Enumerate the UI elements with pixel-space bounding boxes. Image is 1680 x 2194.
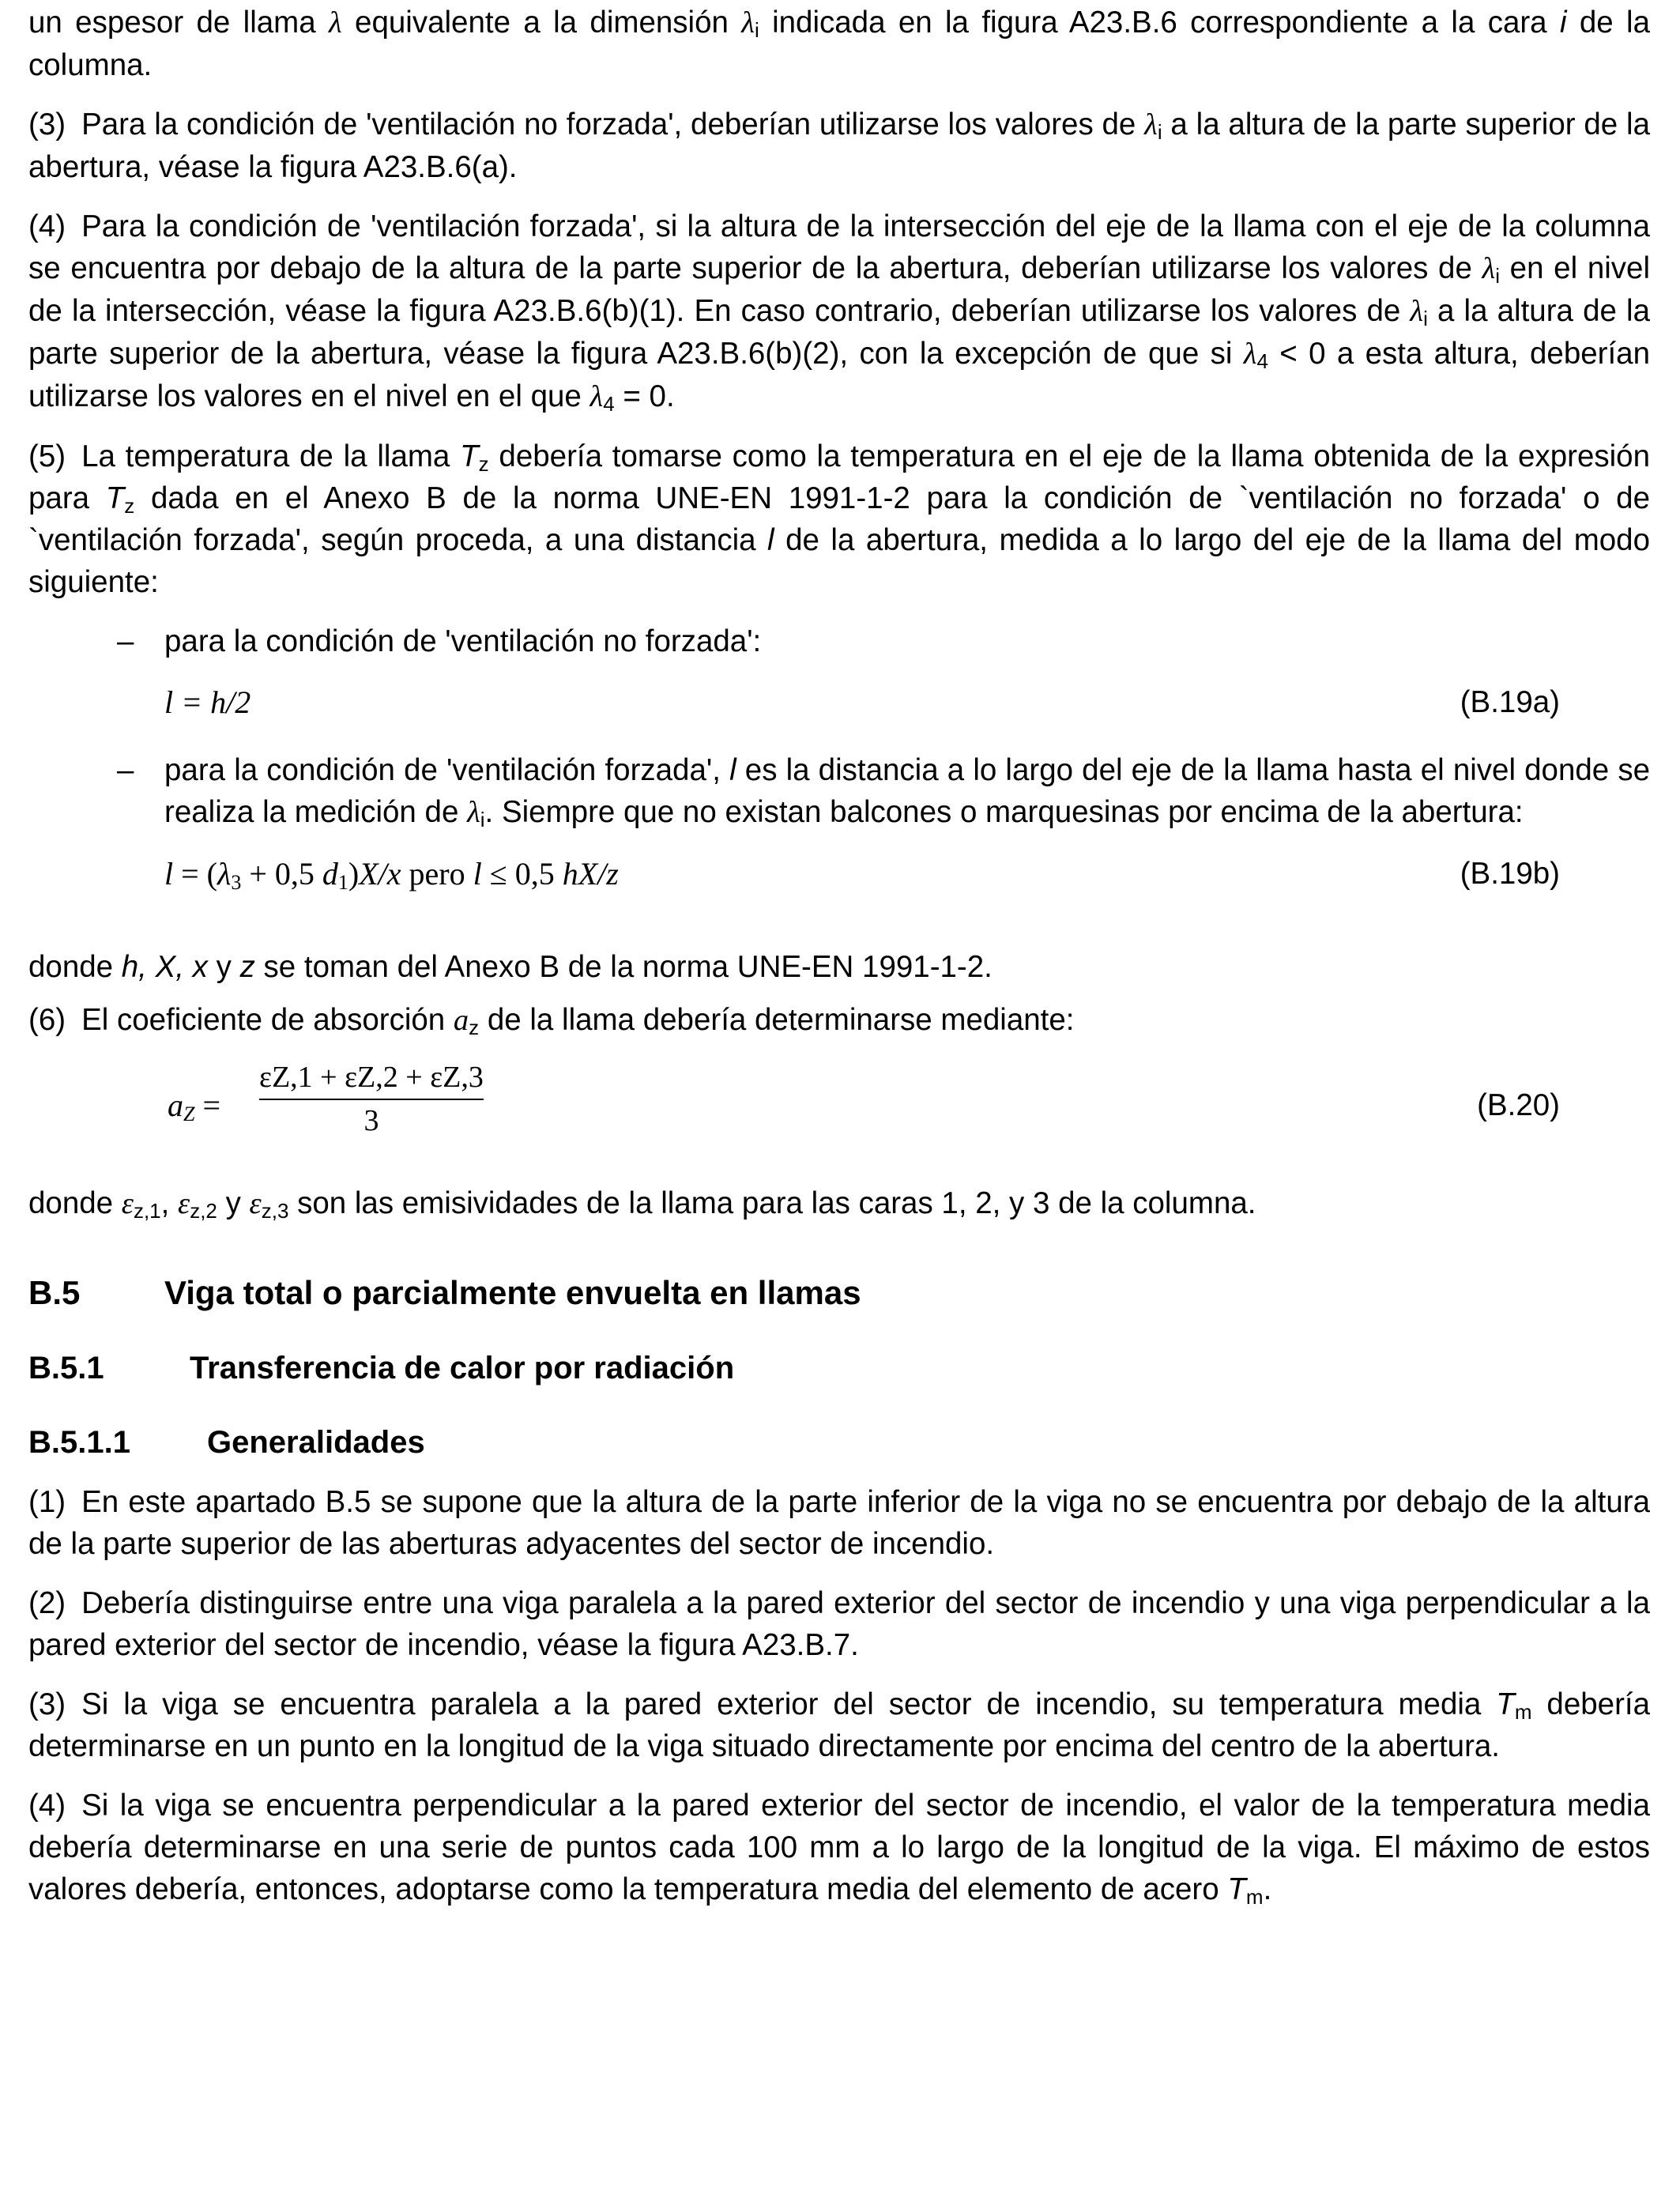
equation-lhs: $a_Z$ = [168, 1088, 221, 1125]
paragraph-b5-2: (2) Debería distinguirse entre una viga paralela a la pared exterior del sector de incendio y una viga perpendicular a la pared exterior del sector de incendio, véase la figura A23.B.7. [28, 1586, 1650, 1662]
paragraph-4: (4) Para la condición de 'ventilación forzada', si la altura de la intersección del eje de la llama con el eje de la columna se encuentra por debajo de la altura de la parte superior de la abertura, deberían utilizarse los valores de $\lambda_i$ en el nivel de la intersección, véase la figura A23.B.6(b)(1). En caso contrario, deberían utilizarse los valores de $\lambda_i$ a la altura de la parte superior de la abertura, véase la figura A23.B.6(b)(2), con la excepción de que si $\lambda_4 < 0$ a esta altura, deberían utilizarse los valores en el nivel en el que $\lambda_4 = 0$. [28, 209, 1651, 416]
paragraph-number: (4) [28, 1789, 66, 1823]
paragraph-number: (4) [28, 209, 66, 243]
paragraph-b5-1: (1) En este apartado B.5 se supone que la altura de la parte inferior de la viga no se encuentra por debajo de la altura de la parte superior de las aberturas adyacentes del sector de incendio. [28, 1485, 1650, 1561]
heading-number: B.5 [28, 1274, 81, 1311]
equation-number: (B.19a) [1460, 685, 1560, 719]
list-item: – para la condición de 'ventilación no forzada': [28, 620, 1650, 662]
paragraph-number: (3) [28, 1687, 66, 1721]
lambda-symbol: λ [1144, 108, 1158, 141]
equation-expression: l = h/2 [164, 684, 251, 720]
fraction-numerator: εZ,1 + εZ,2 + εZ,3 [259, 1059, 484, 1100]
paragraph-6: (6) El coeficiente de absorción $a_z$ de la llama debería determinarse mediante: [28, 1003, 1075, 1039]
paragraph-donde: donde h, X, x y z se toman del Anexo B de la norma UNE-EN 1991-1-2. [28, 950, 993, 984]
heading-title: Transferencia de calor por radiación [190, 1351, 735, 1385]
paragraph-number: (3) [28, 107, 66, 141]
equation-number: (B.19b) [1460, 857, 1560, 891]
heading-number: B.5.1 [28, 1351, 104, 1385]
paragraph-continuation: un espesor de llama λ equivalente a la dimensión $\lambda_i$ indicada en la figura A23.B.6 correspondiente a la cara i de la columna. [28, 6, 1651, 82]
equation-b20 [28, 1059, 1650, 1154]
lambda-symbol: λ [1410, 295, 1424, 328]
paragraph-number: (6) [28, 1003, 66, 1037]
equation-expression: $l = (\lambda_3 + 0,5$ $d_1)X/x$ pero l ≤ 0,5 hX/z [164, 856, 619, 894]
heading-title: Generalidades [207, 1425, 425, 1460]
section-heading-b5 [28, 1271, 1650, 1315]
lambda-symbol: λ [329, 6, 342, 40]
paragraph-number: (5) [28, 439, 66, 473]
section-heading-b5-1-1 [28, 1421, 1650, 1464]
lambda-symbol: λ [467, 796, 480, 829]
equation-number: (B.20) [1477, 1088, 1560, 1122]
paragraph-number: (1) [28, 1485, 66, 1519]
dash-bullet: – [117, 624, 134, 658]
fraction [259, 1059, 484, 1141]
list-item: – para la condición de 'ventilación forzada', l es la distancia a lo largo del eje de la llama hasta el nivel donde se realiza la medición de $\lambda_i$. Siempre que no existan balcones o marquesinas por encima de la abertura: [28, 749, 1650, 834]
lambda-symbol: λ [1482, 252, 1496, 285]
paragraph-5: (5) La temperatura de la llama $T_z$ debería tomarse como la temperatura en el eje de la llama obtenida de la expresión para $T_z$ dada en el Anexo B de la norma UNE-EN 1991-1-2 para la condición de `ventilación no forzada' o de `ventilación forzada', según proceda, a una distancia l de la abertura, medida a lo largo del eje de la llama del modo siguiente: [28, 439, 1651, 599]
paragraph-b5-3: (3) Si la viga se encuentra paralela a la pared exterior del sector de incendio, su temperatura media $T_m$ debería determinarse en un punto en la longitud de la viga situado directamente por encima del centro de la abertura. [28, 1687, 1651, 1763]
heading-title: Viga total o parcialmente envuelta en llamas [164, 1274, 861, 1311]
paragraph-3: (3) Para la condición de 'ventilación no forzada', deberían utilizarse los valores de $\lambda_i$ a la altura de la parte superior de la abertura, véase la figura A23.B.6(a). [28, 107, 1650, 184]
paragraph-donde-emisividades: donde $\varepsilon_{z,1}$, $\varepsilon_{z,2}$ y $\varepsilon_{z,3}$ son las emisividades de la llama para las caras 1, 2, y 3 de la columna. [28, 1186, 1256, 1223]
lambda-symbol: λ [590, 380, 604, 413]
dash-bullet: – [117, 753, 134, 787]
heading-number: B.5.1.1 [28, 1425, 130, 1460]
equation-b19b [28, 848, 1650, 900]
paragraph-b5-4: (4) Si la viga se encuentra perpendicular a la pared exterior del sector de incendio, el valor de la temperatura media debería determinarse en una serie de puntos cada 100 mm a lo largo de la longitud de la viga. El máximo de estos valores debería, entonces, adoptarse como la temperatura media del elemento de acero $T_m$. [28, 1789, 1650, 1909]
section-heading-b5-1 [28, 1347, 1650, 1389]
document-page [28, 0, 1650, 1928]
lambda-symbol: λ [1243, 337, 1257, 371]
lambda-symbol: λ [741, 6, 755, 40]
equation-b19a [28, 677, 1650, 729]
fraction-denominator: 3 [363, 1104, 379, 1137]
paragraph-number: (2) [28, 1586, 66, 1620]
